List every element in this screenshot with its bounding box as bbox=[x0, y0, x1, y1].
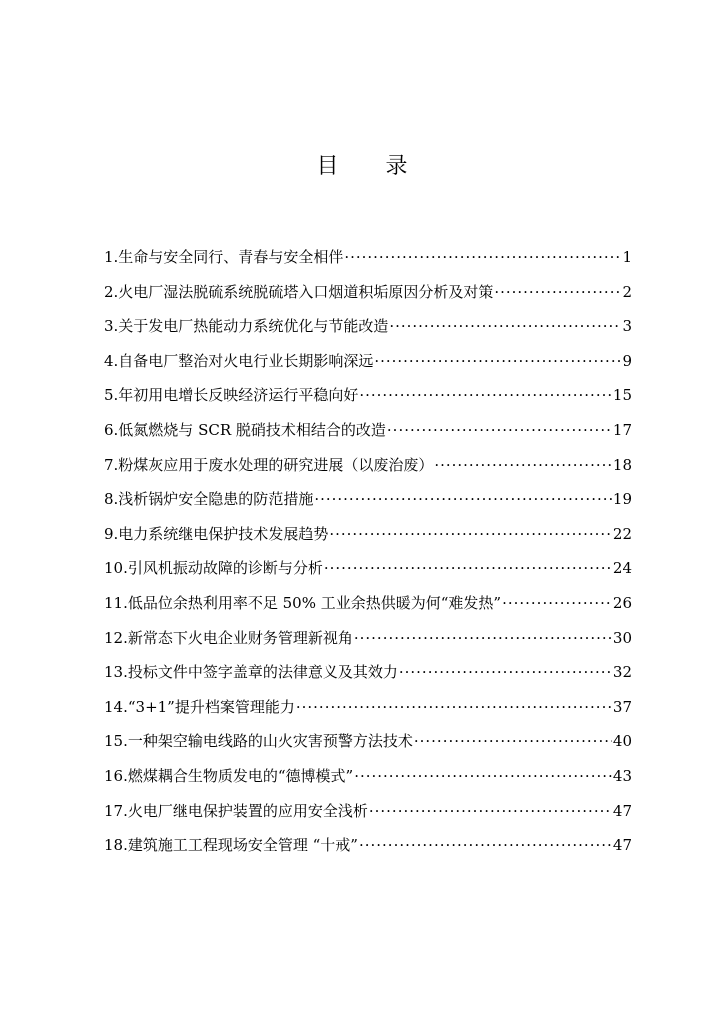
toc-entry-page: 32 bbox=[612, 663, 632, 682]
toc-entry-10[interactable] bbox=[104, 551, 632, 586]
toc-entry-title: 6.低氮燃烧与 SCR 脱硝技术相结合的改造 bbox=[104, 420, 386, 439]
toc-entry-7[interactable] bbox=[104, 448, 632, 483]
dot-leader bbox=[369, 794, 612, 829]
page-title: 目 录 bbox=[316, 154, 428, 179]
toc-entry-title: 10.引风机振动故障的诊断与分析 bbox=[104, 559, 323, 578]
toc-entry-8[interactable] bbox=[104, 482, 632, 517]
toc-entry-title: 15.一种架空输电线路的山火灾害预警方法技术 bbox=[104, 732, 413, 751]
dot-leader bbox=[324, 551, 612, 586]
dot-leader bbox=[434, 448, 612, 483]
toc-entry-14[interactable] bbox=[104, 690, 632, 725]
toc-entry-11[interactable] bbox=[104, 586, 632, 621]
toc-entry-5[interactable] bbox=[104, 378, 632, 413]
toc-entry-4[interactable] bbox=[104, 344, 632, 379]
toc-entry-title: 13.投标文件中签字盖章的法律意义及其效力 bbox=[104, 663, 398, 682]
dot-leader bbox=[389, 309, 621, 344]
toc-entry-page: 37 bbox=[612, 697, 632, 716]
toc-entry-title: 11.低品位余热利用率不足 50% 工业余热供暖为何“难发热” bbox=[104, 593, 502, 612]
toc-entry-18[interactable] bbox=[104, 828, 632, 863]
toc-entry-page: 30 bbox=[612, 628, 632, 647]
toc-entry-12[interactable] bbox=[104, 621, 632, 656]
toc-entry-2[interactable] bbox=[104, 275, 632, 310]
toc-entry-page: 18 bbox=[612, 455, 632, 474]
toc-entry-page: 24 bbox=[612, 559, 632, 578]
toc-entry-page: 47 bbox=[612, 801, 632, 820]
dot-leader bbox=[359, 378, 612, 413]
toc-entry-9[interactable] bbox=[104, 517, 632, 552]
toc-entry-title: 9.电力系统继电保护技术发展趋势 bbox=[104, 524, 329, 543]
toc-entry-16[interactable] bbox=[104, 759, 632, 794]
toc-entry-title: 8.浅析锅炉安全隐患的防范措施 bbox=[104, 490, 314, 509]
toc-entry-page: 22 bbox=[612, 524, 632, 543]
toc-entry-title: 7.粉煤灰应用于废水处理的研究进展（以废治废） bbox=[104, 455, 434, 474]
toc-entry-title: 17.火电厂继电保护装置的应用安全浅析 bbox=[104, 801, 368, 820]
toc-entry-title: 3.关于发电厂热能动力系统优化与节能改造 bbox=[104, 317, 389, 336]
dot-leader bbox=[494, 275, 621, 310]
dot-leader bbox=[399, 655, 612, 690]
dot-leader bbox=[344, 240, 621, 275]
toc-entry-title: 4.自备电厂整治对火电行业长期影响深远 bbox=[104, 351, 374, 370]
dot-leader bbox=[314, 482, 612, 517]
toc-entry-title: 12.新常态下火电企业财务管理新视角 bbox=[104, 628, 353, 647]
table-of-contents bbox=[104, 240, 632, 863]
dot-leader bbox=[329, 517, 612, 552]
toc-entry-page: 9 bbox=[622, 351, 632, 370]
toc-entry-3[interactable] bbox=[104, 309, 632, 344]
toc-entry-title: 2.火电厂湿法脱硫系统脱硫塔入口烟道积垢原因分析及对策 bbox=[104, 282, 494, 301]
dot-leader bbox=[359, 828, 612, 863]
toc-entry-page: 19 bbox=[612, 490, 632, 509]
toc-entry-15[interactable] bbox=[104, 724, 632, 759]
dot-leader bbox=[374, 344, 621, 379]
toc-entry-page: 15 bbox=[612, 386, 632, 405]
toc-entry-page: 17 bbox=[612, 420, 632, 439]
dot-leader bbox=[296, 690, 612, 725]
toc-entry-page: 47 bbox=[612, 836, 632, 855]
dot-leader bbox=[502, 586, 612, 621]
toc-entry-title: 18.建筑施工工程现场安全管理 “十戒” bbox=[104, 836, 358, 855]
toc-entry-page: 26 bbox=[612, 593, 632, 612]
toc-entry-title: 14.“3+1”提升档案管理能力 bbox=[104, 697, 295, 716]
toc-entry-page: 1 bbox=[622, 248, 632, 266]
toc-entry-page: 3 bbox=[622, 317, 632, 336]
toc-entry-title: 1.生命与安全同行、青春与安全相伴 bbox=[104, 248, 344, 266]
dot-leader bbox=[354, 621, 612, 656]
toc-entry-page: 2 bbox=[622, 282, 632, 301]
toc-entry-page: 40 bbox=[612, 732, 632, 751]
toc-entry-title: 5.年初用电增长反映经济运行平稳向好 bbox=[104, 386, 359, 405]
toc-entry-1[interactable] bbox=[104, 240, 632, 275]
toc-entry-6[interactable] bbox=[104, 413, 632, 448]
dot-leader bbox=[414, 724, 612, 759]
toc-entry-title: 16.燃煤耦合生物质发电的“德博模式” bbox=[104, 766, 354, 785]
toc-entry-13[interactable] bbox=[104, 655, 632, 690]
toc-entry-17[interactable] bbox=[104, 794, 632, 829]
dot-leader bbox=[354, 759, 612, 794]
dot-leader bbox=[387, 413, 612, 448]
toc-entry-page: 43 bbox=[612, 766, 632, 785]
